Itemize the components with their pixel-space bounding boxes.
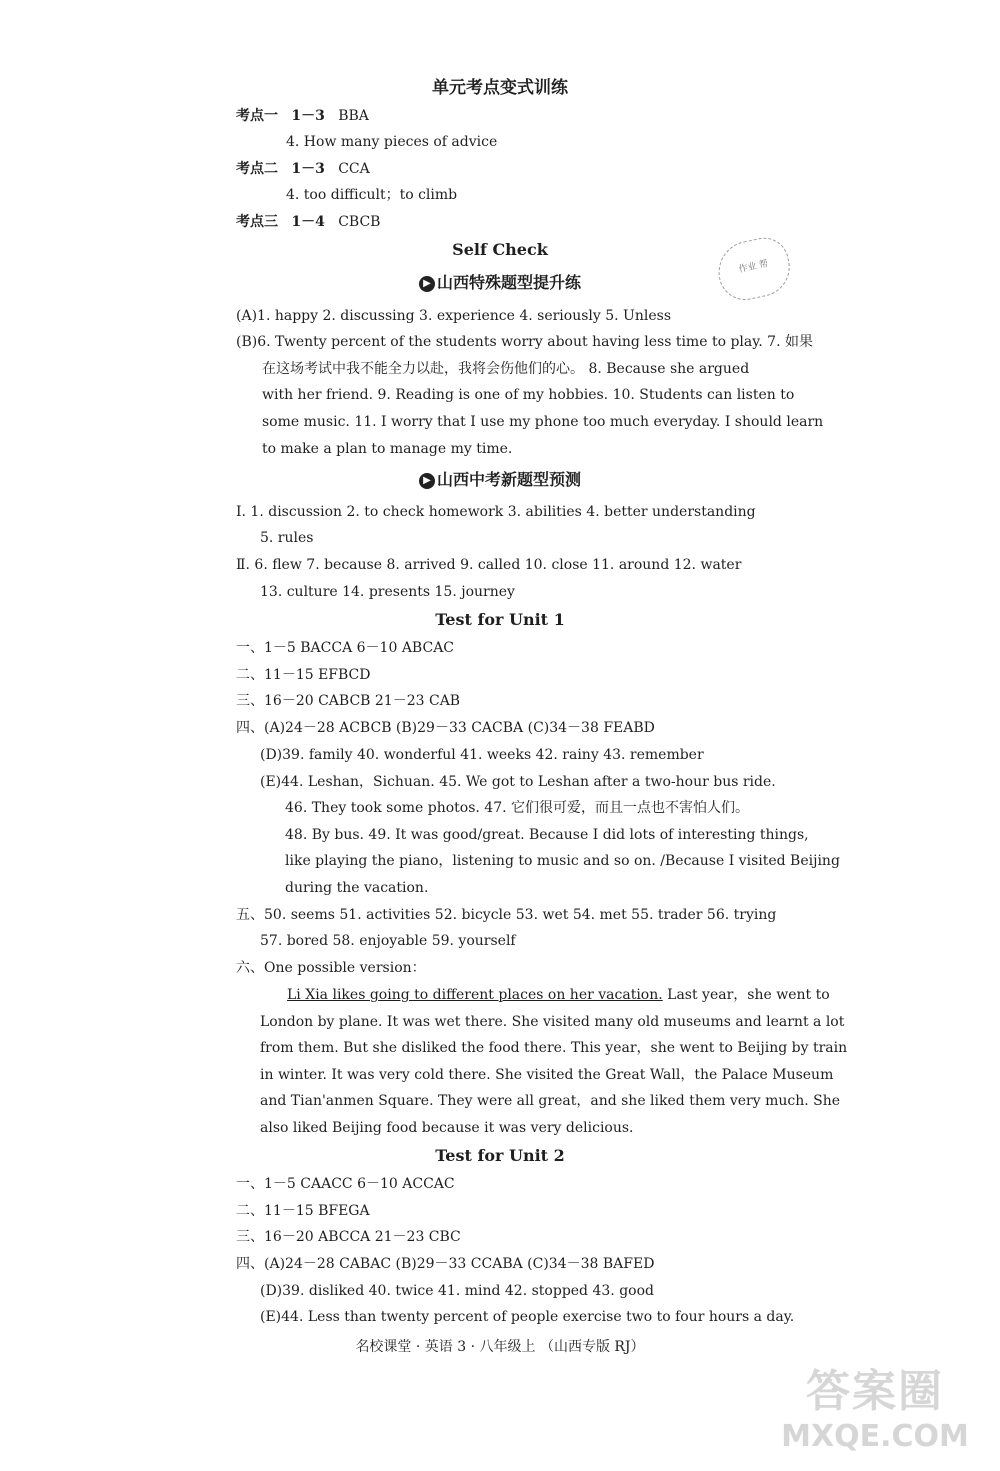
self-check-title: Self Check [452,240,548,259]
kaodian-answer: BBA [338,108,369,124]
kaodian-1 [236,106,369,126]
arrow-circle-icon: ▶ [419,276,435,292]
kaodian-range: 1－3 [291,161,325,177]
kaodian-1-sub: 4. How many pieces of advice [286,134,498,150]
essay-line: in winter. It was very cold there. She visited the Great Wall，the Palace Museum [260,1067,834,1083]
essay-line-first [287,985,830,1005]
essay-line: also liked Beijing food because it was very delicious. [260,1120,634,1136]
text-line: Ⅱ. 6. flew 7. because 8. arrived 9. called 10. close 11. around 12. water [236,557,742,573]
text-line: (A)1. happy 2. discussing 3. experience 4. seriously 5. Unless [236,308,672,324]
answer-line: 四、(A)24－28 ACBCB (B)29－33 CACBA (C)34－38 FEABD [236,720,655,736]
page-footer: 名校课堂 · 英语 3 · 八年级上 （山西专版 RJ） [355,1339,645,1355]
kaodian-label: 考点一 [236,108,278,124]
watermark-text: 答案圈 [806,1366,944,1417]
answer-line: 二、11－15 EFBCD [236,667,371,683]
watermark-url: MXQE.COM [781,1419,969,1454]
watermark-logo [770,1365,980,1465]
section-title: 山西特殊题型提升练 [436,273,581,292]
answer-line: 二、11－15 BFEGA [236,1203,370,1219]
answer-line: 57. bored 58. enjoyable 59. yourself [260,933,516,949]
answer-line: during the vacation. [285,880,429,896]
kaodian-range: 1－3 [291,108,325,124]
test-unit-1-title: Test for Unit 1 [435,610,565,629]
stamp-text: 作业 帮 [737,259,770,276]
answer-line: 五、50. seems 51. activities 52. bicycle 53. wet 54. met 55. trader 56. trying [236,907,777,923]
text-line: Ⅰ. 1. discussion 2. to check homework 3. abilities 4. better understanding [236,504,756,520]
kaodian-answer: CCA [338,161,370,177]
kaodian-2 [236,159,370,179]
kaodian-3 [236,212,380,232]
text-line: 5. rules [260,530,314,546]
answer-line: 三、16－20 CABCB 21－23 CAB [236,693,461,709]
answer-line: (D)39. disliked 40. twice 41. mind 42. stopped 43. good [260,1283,654,1299]
answer-line: (E)44. Leshan，Sichuan. 45. We got to Leshan after a two-hour bus ride. [260,774,776,790]
text-line: 13. culture 14. presents 15. journey [260,584,515,600]
answer-line: 一、1－5 BACCA 6－10 ABCAC [236,640,455,656]
answer-line: 六、One possible version： [236,960,426,976]
answer-line: 48. By bus. 49. It was good/great. Because I did lots of interesting things, [285,827,809,843]
kaodian-answer: CBCB [338,214,381,230]
test-unit-2-title: Test for Unit 2 [435,1146,565,1165]
essay-topic-sentence: Li Xia likes going to different places on her vacation. [287,987,663,1003]
answer-line: 46. They took some photos. 47. 它们很可爱，而且一点也不害怕人们。 [285,800,750,816]
answer-line: 四、(A)24－28 CABAC (B)29－33 CCABA (C)34－38 BAFED [236,1256,655,1272]
kaodian-label: 考点二 [236,161,278,177]
answer-line: (E)44. Less than twenty percent of people exercise two to four hours a day. [260,1309,795,1325]
answer-line: 一、1－5 CAACC 6－10 ACCAC [236,1176,455,1192]
text-line: 在这场考试中我不能全力以赴，我将会伤他们的心。 8. Because she argued [262,361,750,377]
section-title: 山西中考新题型预测 [436,470,581,489]
essay-first-rest: Last year，she went to [662,987,830,1003]
essay-line: and Tian'anmen Square. They were all great，and she liked them very much. She [260,1093,841,1109]
answer-line: (D)39. family 40. wonderful 41. weeks 42. rainy 43. remember [260,747,704,763]
text-line: (B)6. Twenty percent of the students worry about having less time to play. 7. 如果 [236,334,813,350]
section-heading-special [0,272,1000,294]
answer-line: 三、16－20 ABCCA 21－23 CBC [236,1229,461,1245]
kaodian-2-sub: 4. too difficult；to climb [286,187,458,203]
essay-line: from them. But she disliked the food there. This year，she went to Beijing by train [260,1040,848,1056]
text-line: with her friend. 9. Reading is one of my hobbies. 10. Students can listen to [262,387,795,403]
arrow-circle-icon: ▶ [419,473,435,489]
essay-line: London by plane. It was wet there. She visited many old museums and learnt a lot [260,1014,845,1030]
kaodian-label: 考点三 [236,214,278,230]
kaodian-range: 1－4 [291,214,325,230]
text-line: to make a plan to manage my time. [262,441,513,457]
section-heading-new [0,469,1000,491]
text-line: some music. 11. I worry that I use my phone too much everyday. I should learn [262,414,824,430]
answer-line: like playing the piano，listening to music and so on. /Because I visited Beijing [285,853,840,869]
page-title: 单元考点变式训练 [432,78,568,98]
